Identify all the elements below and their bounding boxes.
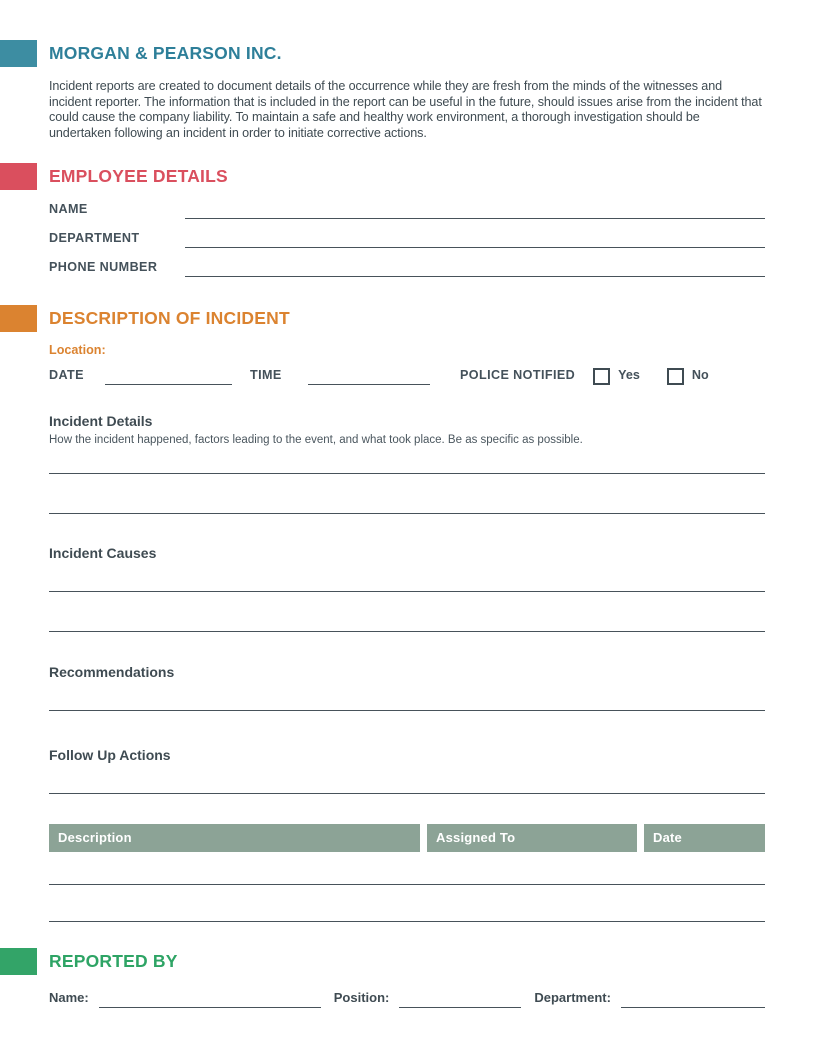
employee-details-heading: EMPLOYEE DETAILS [49,166,228,187]
name-field-label: NAME [49,202,88,217]
table-row-line-2[interactable] [49,885,765,922]
incident-details-hint: How the incident happened, factors leading to the event, and what took place. Be as specific as possible. [49,434,583,447]
orange-accent-square [0,305,37,332]
follow-up-title: Follow Up Actions [49,747,171,764]
phone-field-row [49,248,765,277]
recommendations-line[interactable] [49,681,765,711]
incident-details-line-2[interactable] [49,474,765,514]
incident-details-title: Incident Details [49,413,153,430]
incident-causes-line-1[interactable] [49,562,765,592]
reporter-position-line[interactable] [399,1007,521,1008]
incident-section-header [0,305,816,332]
department-field-row [49,219,765,248]
date-time-police-row [49,357,765,385]
time-line[interactable] [308,384,430,385]
incident-details-line-1[interactable] [49,447,765,474]
reported-by-header [0,948,816,975]
police-yes-checkbox[interactable] [593,368,610,385]
reporter-name-line[interactable] [99,1007,321,1008]
intro-paragraph: Incident reports are created to document details of the occurrence while they are fresh from the minds of the witnesses and incident reporter. The information that is included in the report can be useful in the future, should issues arise from the incident that could cause the company liability. To maintain a safe and healthy work environment, a thorough investigation should be undertaken following an incident in order to initiate corrective actions. [49,79,762,140]
phone-field-line[interactable] [185,276,765,277]
reported-by-heading: REPORTED BY [49,951,178,972]
police-notified-label: POLICE NOTIFIED [460,368,576,383]
reporter-name-label: Name: [49,990,89,1006]
follow-up-line[interactable] [49,764,765,794]
location-label: Location: [49,343,106,358]
company-title: MORGAN & PEARSON INC. [49,43,282,63]
department-field-label: DEPARTMENT [49,231,140,246]
time-label: TIME [250,368,282,383]
incident-causes-title: Incident Causes [49,545,157,562]
name-field-row [49,190,765,219]
reporter-department-line[interactable] [621,1007,765,1008]
table-col-assigned-to: Assigned To [427,824,637,852]
police-yes-label: Yes [618,368,640,383]
phone-field-label: PHONE NUMBER [49,260,158,275]
red-accent-square [0,163,37,190]
reporter-department-label: Department: [534,990,611,1006]
incident-heading: DESCRIPTION OF INCIDENT [49,308,290,329]
police-no-label: No [691,368,709,383]
employee-details-header [0,163,816,190]
company-header [0,40,816,67]
incident-causes-line-2[interactable] [49,592,765,632]
department-field-line[interactable] [185,247,765,248]
teal-accent-square [0,40,37,67]
date-line[interactable] [105,384,232,385]
table-row-line-1[interactable] [49,852,765,885]
follow-up-table-header [49,824,765,852]
police-no-checkbox[interactable] [667,368,684,385]
table-col-description: Description [49,824,420,852]
date-label: DATE [49,368,84,383]
reporter-position-label: Position: [333,990,390,1006]
table-col-date: Date [644,824,765,852]
recommendations-title: Recommendations [49,664,175,681]
green-accent-square [0,948,37,975]
name-field-line[interactable] [185,218,765,219]
reported-by-fields-row [49,975,765,1008]
